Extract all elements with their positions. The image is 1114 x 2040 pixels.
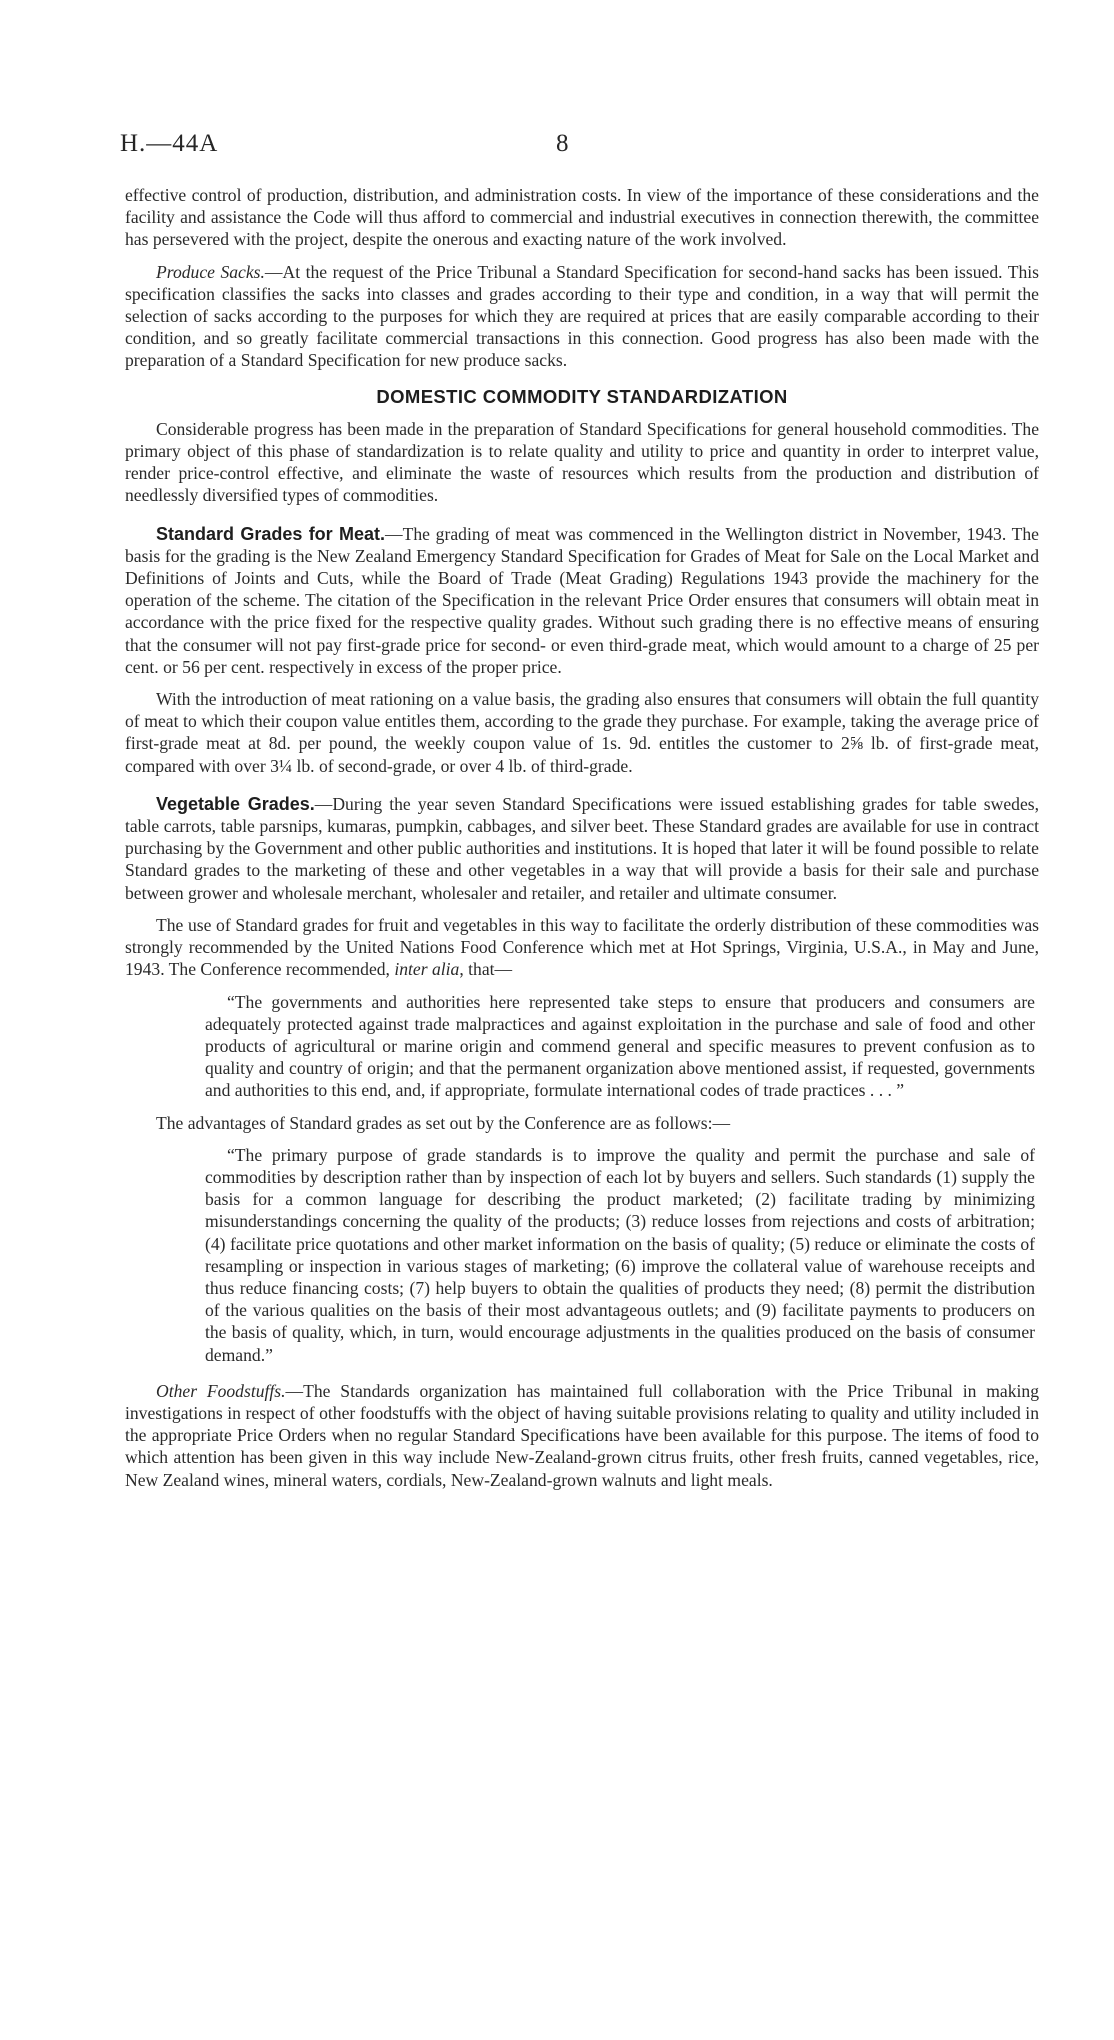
- conference-text-after: , that—: [459, 959, 513, 980]
- vegetable-heading: Vegetable Grades.: [156, 793, 315, 814]
- produce-sacks-heading: Produce Sacks.: [156, 261, 265, 282]
- document-reference: H.—44A: [120, 130, 219, 157]
- meat-heading: Standard Grades for Meat.: [156, 523, 386, 544]
- produce-sacks-text: —At the request of the Price Tribunal a Standard Specification for second-hand sacks has been issued. This specification classifies the sacks into classes and grades according to their type and condition, in a way that will permit the selection of sacks according to the purposes for which they are required at prices that are easily comparable according to their condition, and so greatly facilitate commercial transactions in this connection. Good progress has also been made with the preparation of a Standard Specification for new produce sacks.: [125, 261, 1039, 371]
- advantages-intro: The advantages of Standard grades as set out by the Conference are as follows:—: [156, 1112, 731, 1133]
- conference-quote-recommendation: “The governments and authorities here represented take steps to ensure that producers and consumers are adequately protected against trade malpractices and against exploitation in the purchase and sale of food and other products of agricultural or marine origin and commend general and specific measures to prevent confusion as to quality and country of origin; and that the permanent organization above mentioned assist, if requested, governments and authorities to this end, and, if appropriate, formulate international codes of trade practices . . . ”: [205, 991, 1035, 1101]
- conference-text-before: The use of Standard grades for fruit and vegetables in this way to facilitate the orderly distribution of these commodities was strongly recommended by the United Nations Food Conference which met at Hot Springs, Virginia, U.S.A., in May and June, 1943. The Conference recommended,: [125, 914, 1039, 980]
- page-number: 8: [556, 130, 569, 157]
- vegetable-paragraph: [125, 793, 1039, 904]
- produce-sacks-paragraph: [125, 261, 1039, 372]
- conference-quote-advantages: “The primary purpose of grade standards is to improve the quality and permit the purchase and sale of commodities by description rather than by inspection of each lot by buyers and sellers. Such standards (1) supply the basis for a common language for describing the product marketed; (2) facilitate trading by minimizing misunderstandings concerning the quality of the products; (3) reduce losses from rejections and costs of arbitration; (4) facilitate price quotations and other market information on the basis of quality; (5) reduce or eliminate the costs of resampling or inspection in various stages of marketing; (6) improve the collateral value of warehouse receipts and thus reduce financing costs; (7) help buyers to obtain the qualities of products they need; (8) permit the distribution of the various qualities on the basis of their most advantageous outlets; and (9) facilitate payments to producers on the basis of quality, which, in turn, would encourage adjustments in the qualities produced on the basis of consumer demand.”: [205, 1144, 1035, 1365]
- vegetable-text: —During the year seven Standard Specifications were issued establishing grades for table swedes, table carrots, table parsnips, kumaras, pumpkin, cabbages, and silver beet. These Standard grades are available for use in contract purchasing by the Government and other public authorities and institutions. It is hoped that later it will be found possible to relate Standard grades to the marketing of these and other vegetables in a way that will provide a basis for their sale and purchase between grower and wholesale merchant, wholesaler and retailer, and retailer and ultimate consumer.: [125, 793, 1040, 903]
- domestic-intro-paragraph: Considerable progress has been made in the preparation of Standard Specifications for general household commodities. The primary object of this phase of standardization is to relate quality and utility to price and quantity in order to interpret value, render price-control effective, and eliminate the waste of resources which results from the production and distribution of needlessly diversified types of commodities.: [125, 418, 1039, 506]
- other-foodstuffs-text: —The Standards organization has maintained full collaboration with the Price Tribunal in making investigations in respect of other foodstuffs with the object of having suitable provisions relating to quality and utility included in the appropriate Price Orders when no regular Standard Specifications have been available for this purpose. The items of food to which attention has been given in this way include New-Zealand-grown citrus fruits, other fresh fruits, canned vegetables, rice, New Zealand wines, mineral waters, cordials, New-Zealand-grown walnuts and light meals.: [125, 1380, 1039, 1490]
- continuation-paragraph: effective control of production, distribution, and administration costs. In view of the importance of these considerations and the facility and assistance the Code will thus afford to commercial and industrial executives in connection therewith, the committee has persevered with the project, despite the onerous and exacting nature of the work involved.: [125, 185, 1039, 250]
- conference-paragraph: [125, 914, 1039, 981]
- meat-text: —The grading of meat was commenced in the Wellington district in November, 1943. The basis for the grading is the New Zealand Emergency Standard Specification for Grades of Meat for Sale on the Local Market and Definitions of Joints and Cuts, while the Board of Trade (Meat Grading) Regulations 1943 provide the machinery for the operation of the scheme. The citation of the Specification in the relevant Price Order ensures that consumers will obtain meat in accordance with the price fixed for the respective quality grades. Without such grading there is no effective means of ensuring that the consumer will not pay first-grade price for second- or even third-grade meat, which would amount to a charge of 25 per cent. or 56 per cent. respectively in excess of the proper price.: [125, 523, 1039, 677]
- other-foodstuffs-heading: Other Foodstuffs.: [156, 1380, 286, 1401]
- meat-paragraph: [125, 523, 1039, 678]
- section-heading: DOMESTIC COMMODITY STANDARDIZATION: [376, 385, 788, 407]
- page-header: [120, 130, 1042, 166]
- page-body: [125, 184, 1039, 1501]
- other-foodstuffs-paragraph: [125, 1380, 1039, 1491]
- conference-italic-phrase: inter alia: [394, 959, 460, 980]
- meat-rationing-paragraph: With the introduction of meat rationing on a value basis, the grading also ensures that consumers will obtain the full quantity of meat to which their coupon value entitles them, according to the grade they purchase. For example, taking the average price of first-grade meat at 8d. per pound, the weekly coupon value of 1s. 9d. entitles the customer to 2⅝ lb. of first-grade meat, compared with over 3¼ lb. of second-grade, or over 4 lb. of third-grade.: [125, 689, 1039, 776]
